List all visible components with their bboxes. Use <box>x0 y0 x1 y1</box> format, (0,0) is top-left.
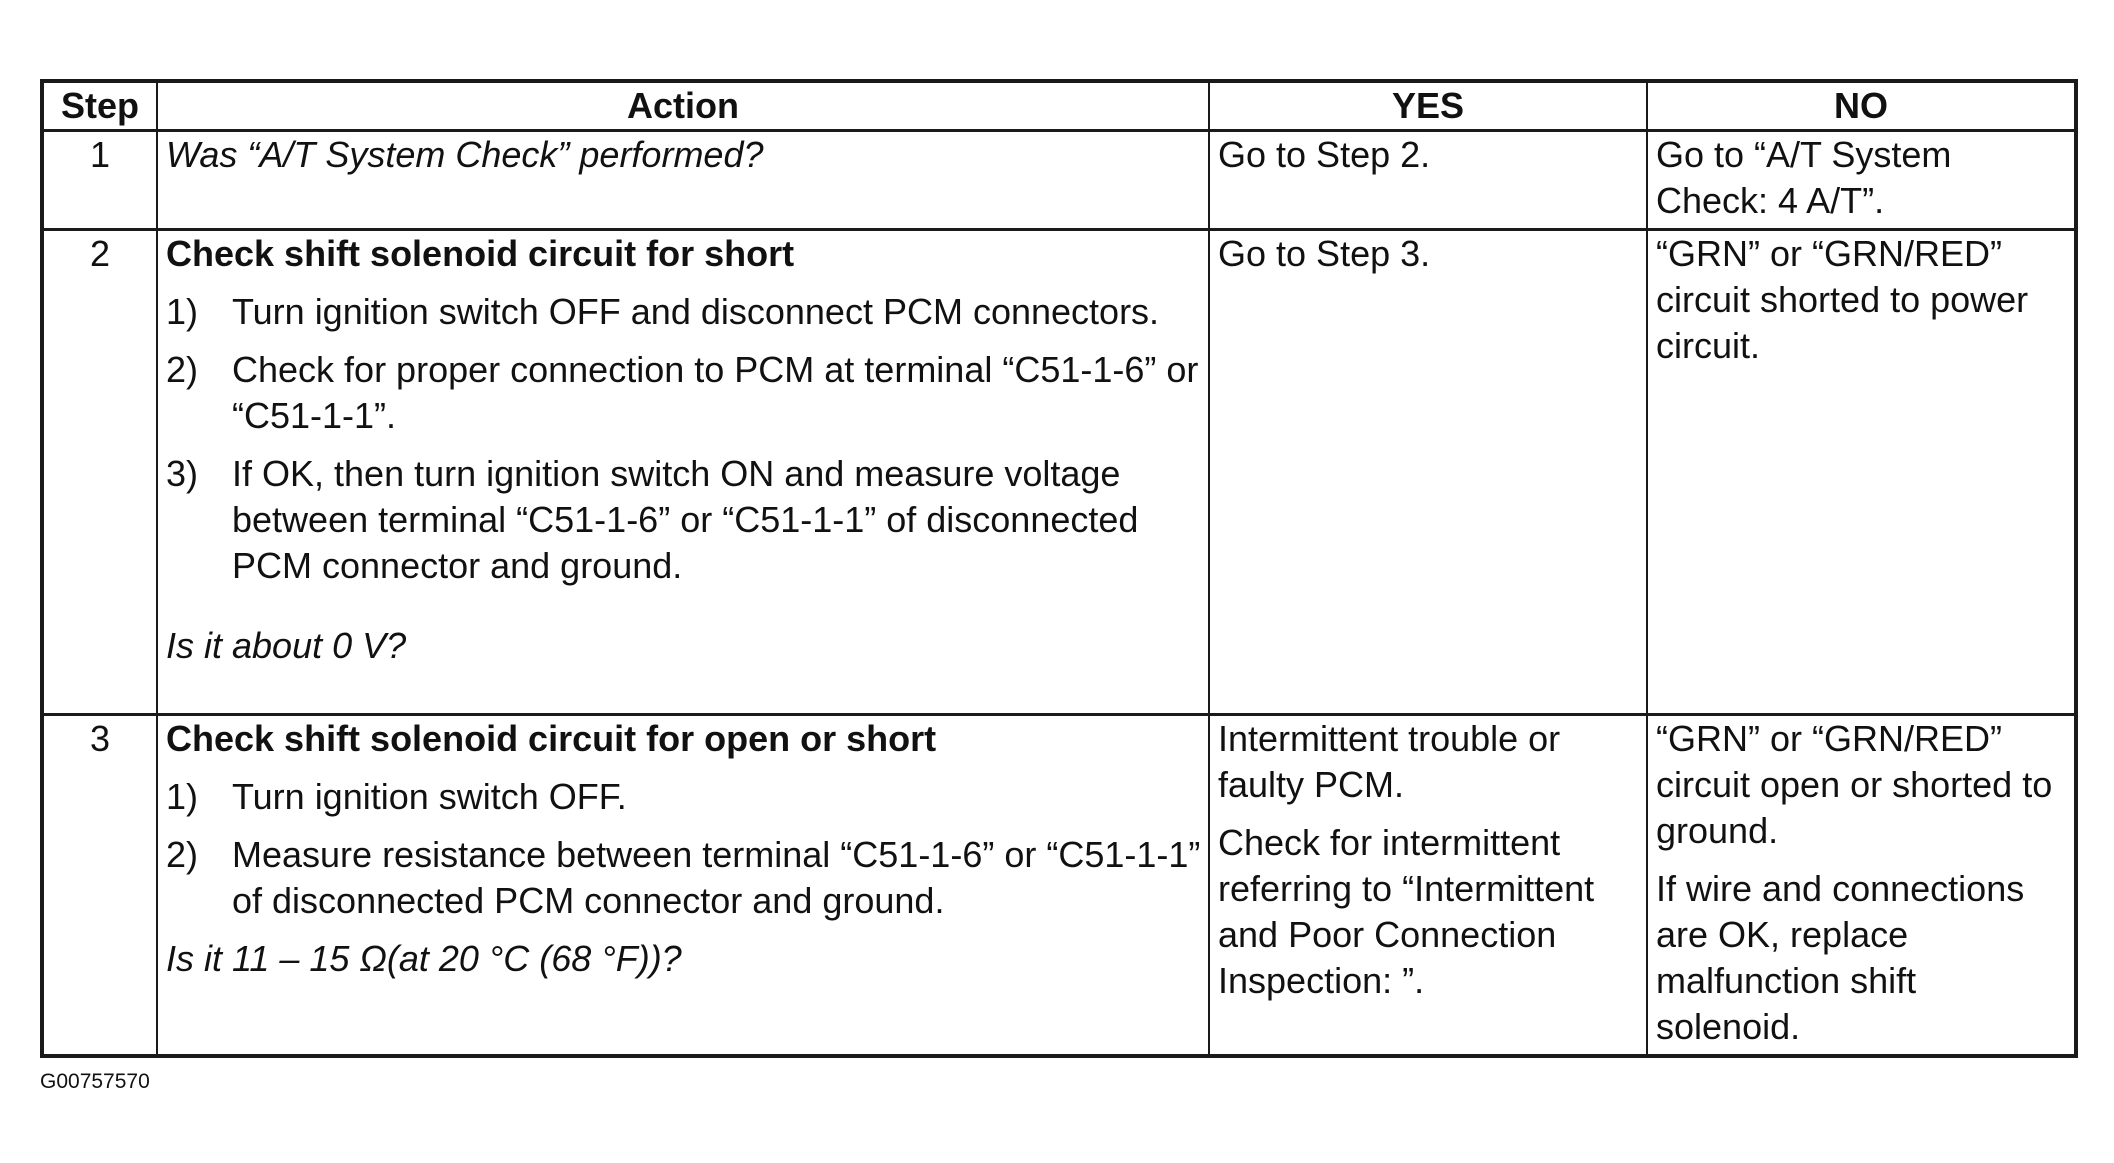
substep-text: Check for proper connection to PCM at terminal “C51-1-6” or “C51-1-1”. <box>232 349 1199 436</box>
table-row <box>44 715 2074 1055</box>
yes-cell <box>1209 230 1647 715</box>
header-no: NO <box>1647 83 2074 131</box>
no-text: Go to “A/T System Check: 4 A/T”. <box>1656 134 1952 221</box>
substep-number: 2) <box>166 834 199 875</box>
no-cell <box>1647 131 2074 230</box>
yes-text: Go to Step 3. <box>1218 233 1431 274</box>
no-cell <box>1647 715 2074 1055</box>
action-substep <box>166 347 1202 439</box>
substep-number: 1) <box>166 291 199 332</box>
substep-text: Measure resistance between terminal “C51-1-6” or “C51-1-1” of disconnected PCM connector and ground. <box>232 834 1201 921</box>
yes-text: Intermittent trouble or faulty PCM. <box>1218 718 1561 805</box>
substep-number: 2) <box>166 349 199 390</box>
action-cell <box>157 131 1209 230</box>
step-number: 1 <box>44 131 157 230</box>
action-question: Is it about 0 V? <box>166 625 407 666</box>
diagnostic-table <box>44 83 2074 1054</box>
yes-text-note: Check for intermittent referring to “Intermittent and Poor Connection Inspection: ”. <box>1218 822 1595 1001</box>
header-action: Action <box>157 83 1209 131</box>
action-title: Check shift solenoid circuit for short <box>166 233 795 274</box>
substep-text: Turn ignition switch OFF. <box>232 776 627 817</box>
table-row <box>44 131 2074 230</box>
substep-text: If OK, then turn ignition switch ON and measure voltage between terminal “C51-1-6” or “C51-1-1” of disconnected PCM connector and ground. <box>232 453 1139 586</box>
yes-text: Go to Step 2. <box>1218 134 1431 175</box>
step-number: 2 <box>44 230 157 715</box>
action-cell <box>157 715 1209 1055</box>
substep-number: 3) <box>166 453 199 494</box>
action-question: Is it 11 – 15 Ω(at 20 °C (68 °F))? <box>166 938 682 979</box>
substep-number: 1) <box>166 776 199 817</box>
action-question: Was “A/T System Check” performed? <box>166 134 764 175</box>
no-text-note: If wire and connections are OK, replace malfunction shift solenoid. <box>1656 868 2025 1047</box>
no-text: “GRN” or “GRN/RED” circuit open or shorted to ground. <box>1656 718 2053 851</box>
table-header-row <box>44 83 2074 131</box>
no-text: “GRN” or “GRN/RED” circuit shorted to power circuit. <box>1656 233 2029 366</box>
action-substep <box>166 289 1202 335</box>
action-substep <box>166 832 1202 924</box>
yes-cell <box>1209 131 1647 230</box>
table-row <box>44 230 2074 715</box>
header-step: Step <box>44 83 157 131</box>
action-substep <box>166 451 1202 589</box>
diagnostic-table-container <box>40 79 2078 1058</box>
action-title: Check shift solenoid circuit for open or short <box>166 718 937 759</box>
action-cell <box>157 230 1209 715</box>
figure-id: G00757570 <box>40 1070 150 1093</box>
action-substep <box>166 774 1202 820</box>
no-cell <box>1647 230 2074 715</box>
step-number: 3 <box>44 715 157 1055</box>
substep-text: Turn ignition switch OFF and disconnect PCM connectors. <box>232 291 1160 332</box>
header-yes: YES <box>1209 83 1647 131</box>
yes-cell <box>1209 715 1647 1055</box>
